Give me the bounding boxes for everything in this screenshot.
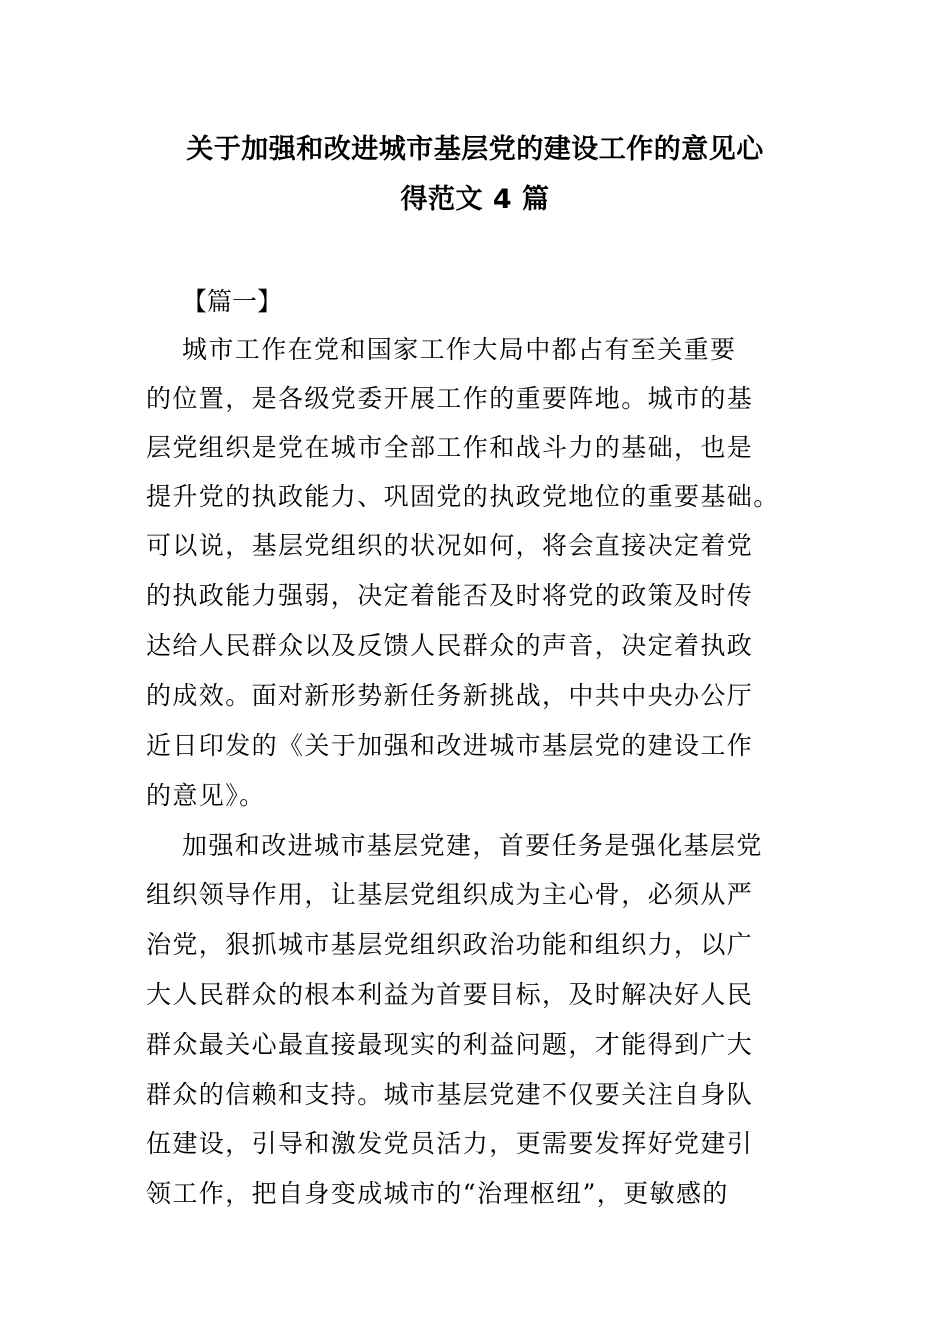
paragraph-line: 的意见》。: [146, 781, 266, 810]
paragraph-line: 组织领导作用，让基层党组织成为主心骨，必须从严: [146, 880, 754, 909]
paragraph-line: 的位置，是各级党委开展工作的重要阵地。城市的基: [146, 384, 754, 413]
paragraph-line: 城市工作在党和国家工作大局中都占有至关重要: [182, 335, 737, 364]
paragraph-line: 大人民群众的根本利益为首要目标，及时解决好人民: [146, 980, 754, 1009]
paragraph-line: 群众最关心最直接最现实的利益问题，才能得到广大: [146, 1030, 754, 1059]
paragraph-line: 治党，狠抓城市基层党组织政治功能和组织力，以广: [146, 930, 754, 959]
paragraph-line: 的成效。面对新形势新任务新挑战，中共中央办公厅: [146, 681, 754, 710]
document-title-line-1: 关于加强和改进城市基层党的建设工作的意见心: [186, 134, 764, 165]
paragraph-line: 的执政能力强弱，决定着能否及时将党的政策及时传: [146, 581, 754, 610]
paragraph-line: 提升党的执政能力、巩固党的执政党地位的重要基础。: [146, 482, 780, 511]
paragraph-line: 群众的信赖和支持。城市基层党建不仅要关注自身队: [146, 1080, 754, 1109]
section-heading: 【篇一】: [182, 287, 283, 316]
paragraph-line: 加强和改进城市基层党建，首要任务是强化基层党: [182, 831, 763, 860]
document-title-line-2: 得范文 4 篇: [400, 184, 550, 215]
paragraph-line: 伍建设，引导和激发党员活力，更需要发挥好党建引: [146, 1129, 754, 1158]
paragraph-line: 达给人民群众以及反馈人民群众的声音，决定着执政: [146, 631, 754, 660]
paragraph-line: 近日印发的《关于加强和改进城市基层党的建设工作: [146, 731, 754, 760]
paragraph-line: 可以说，基层党组织的状况如何，将会直接决定着党: [146, 531, 754, 560]
paragraph-line: 领工作，把自身变成城市的“治理枢纽”，更敏感的: [146, 1179, 729, 1208]
paragraph-line: 层党组织是党在城市全部工作和战斗力的基础，也是: [146, 433, 754, 462]
